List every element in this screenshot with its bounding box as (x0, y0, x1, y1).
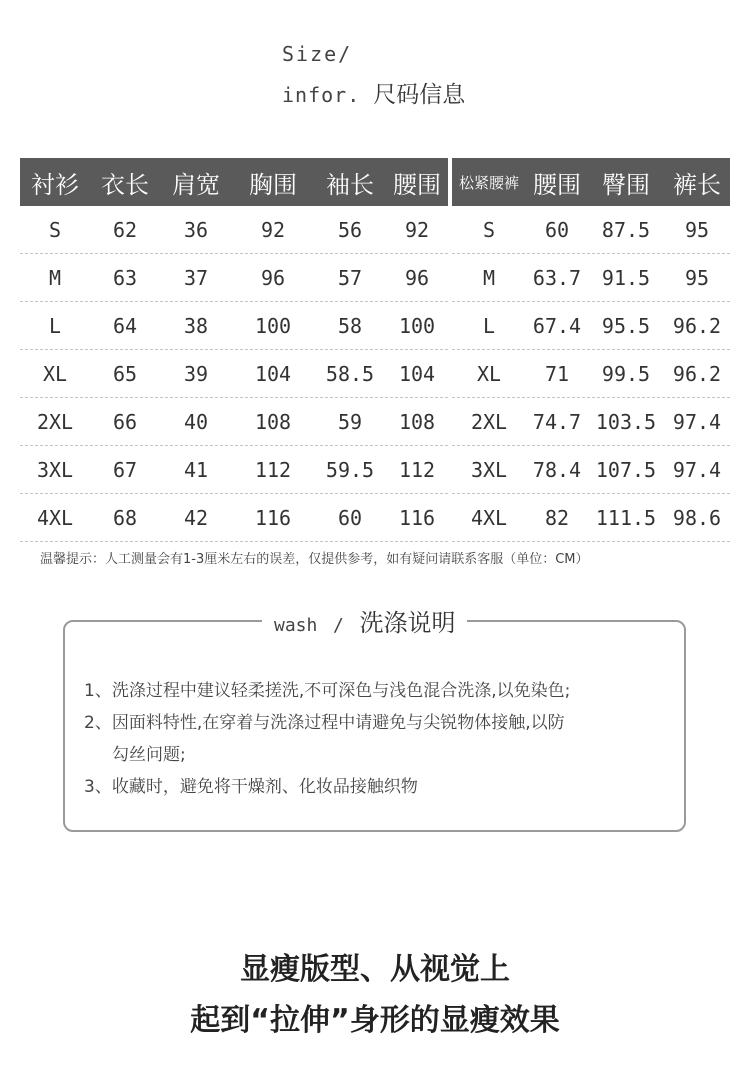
table-cell: 108 (254, 409, 292, 434)
table-cell: 103.5 (595, 409, 657, 434)
table-cell: 59 (337, 409, 363, 434)
table-cell: 97.4 (672, 457, 722, 482)
table-cell: 108 (398, 409, 436, 434)
table-cell: 63 (112, 265, 138, 290)
table-cell: 96.2 (672, 313, 722, 338)
shirt-header-cell: 衣长 (101, 170, 149, 199)
table-cell: 78.4 (532, 457, 582, 482)
wash-item: 3、收藏时，避免将干燥剂、化妆品接触织物 (84, 777, 418, 797)
table-row (20, 350, 448, 398)
shirt-table-header (20, 158, 448, 206)
measurement-note: 温馨提示：人工测量会有1-3厘米左右的误差，仅提供参考，如有疑问请联系客服（单位：CM） (40, 552, 589, 567)
headline-line2-text: 起到“拉伸”身形的显瘦效果 (190, 1003, 560, 1038)
table-cell: 87.5 (601, 217, 651, 242)
table-cell: 97.4 (672, 409, 722, 434)
table-cell: 40 (183, 409, 209, 434)
table-cell: 99.5 (601, 361, 651, 386)
table-cell: 68 (112, 505, 138, 530)
table-cell: 67.4 (532, 313, 582, 338)
table-cell: 41 (183, 457, 209, 482)
table-cell: L (48, 313, 62, 338)
table-cell: 38 (183, 313, 209, 338)
table-cell: 3XL (36, 457, 74, 482)
table-cell: S (48, 217, 62, 242)
table-cell: 62 (112, 217, 138, 242)
shirt-header-cell: 肩宽 (172, 170, 220, 199)
wash-title (262, 603, 467, 638)
size-title-en-2: infor. (282, 83, 361, 107)
pants-table-body (452, 206, 730, 542)
table-cell: 58.5 (325, 361, 375, 386)
table-cell: 60 (337, 505, 363, 530)
table-row (20, 206, 448, 254)
table-cell: 107.5 (595, 457, 657, 482)
table-row (452, 398, 730, 446)
pants-header-cell: 腰围 (533, 170, 581, 199)
table-cell: S (482, 217, 496, 242)
headline-line1: 显瘦版型、从视觉上 (240, 952, 510, 987)
table-cell: 37 (183, 265, 209, 290)
table-cell: 60 (544, 217, 570, 242)
table-cell: 57 (337, 265, 363, 290)
table-row (452, 446, 730, 494)
table-row (20, 302, 448, 350)
table-cell: 67 (112, 457, 138, 482)
size-title-cn: 尺码信息 (373, 82, 466, 108)
table-cell: M (482, 265, 496, 290)
table-cell: 63.7 (532, 265, 582, 290)
table-row (452, 350, 730, 398)
size-title-en: Size/ (282, 42, 353, 66)
shirt-header-cell: 胸围 (249, 170, 297, 199)
table-cell: 111.5 (595, 505, 657, 530)
shirt-header-cell: 衬衫 (31, 170, 79, 199)
table-row (452, 494, 730, 542)
table-cell: 42 (183, 505, 209, 530)
table-cell: XL (476, 361, 502, 386)
pants-table-header (452, 158, 730, 206)
headline-line2 (0, 995, 750, 1039)
table-cell: 95 (684, 217, 710, 242)
size-title-line2 (282, 76, 465, 109)
table-row (452, 254, 730, 302)
table-cell: 104 (398, 361, 436, 386)
table-cell: 95.5 (601, 313, 651, 338)
table-cell: 100 (398, 313, 436, 338)
table-cell: 91.5 (601, 265, 651, 290)
table-cell: 100 (254, 313, 292, 338)
table-row (20, 254, 448, 302)
table-cell: 92 (260, 217, 286, 242)
table-cell: 65 (112, 361, 138, 386)
table-cell: 66 (112, 409, 138, 434)
table-cell: 98.6 (672, 505, 722, 530)
table-cell: 59.5 (325, 457, 375, 482)
table-cell: 96 (404, 265, 430, 290)
shirt-header-cell: 腰围 (393, 170, 441, 199)
table-cell: L (482, 313, 496, 338)
wash-title-cn: 洗涤说明 (359, 609, 456, 637)
table-cell: 82 (544, 505, 570, 530)
pants-header-cell: 裤长 (673, 170, 721, 199)
table-cell: 116 (254, 505, 292, 530)
table-cell: 4XL (470, 505, 508, 530)
table-cell: 112 (254, 457, 292, 482)
table-cell: 104 (254, 361, 292, 386)
table-cell: 36 (183, 217, 209, 242)
table-cell: 4XL (36, 505, 74, 530)
table-cell: 2XL (470, 409, 508, 434)
table-cell: 74.7 (532, 409, 582, 434)
table-cell: 56 (337, 217, 363, 242)
table-cell: 2XL (36, 409, 74, 434)
table-row (452, 206, 730, 254)
table-cell: 95 (684, 265, 710, 290)
table-cell: M (48, 265, 62, 290)
table-row (20, 398, 448, 446)
table-cell: 92 (404, 217, 430, 242)
wash-title-sep: / (333, 615, 344, 636)
shirt-header-cell: 袖长 (326, 170, 374, 199)
wash-item: 2、因面料特性,在穿着与洗涤过程中请避免与尖锐物体接触,以防 (84, 713, 565, 733)
pants-header-cell: 臀围 (602, 170, 650, 199)
wash-item: 勾丝问题; (112, 745, 186, 765)
shirt-table-body (20, 206, 448, 542)
table-row (20, 494, 448, 542)
table-cell: 64 (112, 313, 138, 338)
table-cell: 71 (544, 361, 570, 386)
table-cell: 96.2 (672, 361, 722, 386)
table-row (20, 446, 448, 494)
table-cell: 39 (183, 361, 209, 386)
table-cell: 96 (260, 265, 286, 290)
table-cell: XL (42, 361, 68, 386)
table-row (452, 302, 730, 350)
wash-title-en: wash (274, 615, 318, 636)
wash-item: 1、洗涤过程中建议轻柔搓洗,不可深色与浅色混合洗涤,以免染色; (84, 681, 571, 701)
table-cell: 58 (337, 313, 363, 338)
table-cell: 112 (398, 457, 436, 482)
table-cell: 3XL (470, 457, 508, 482)
pants-header-cell: 松紧腰裤 (458, 173, 519, 192)
table-cell: 116 (398, 505, 436, 530)
